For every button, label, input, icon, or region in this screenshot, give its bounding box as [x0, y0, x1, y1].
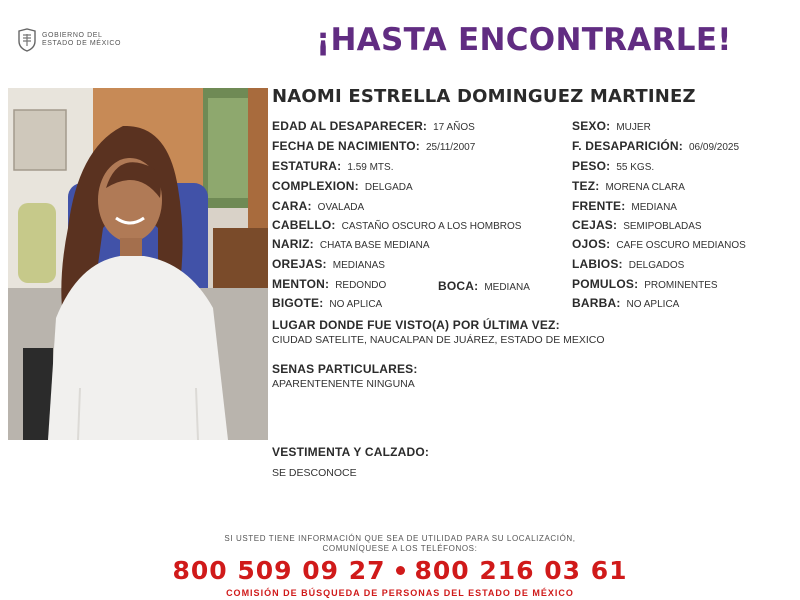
field-value: NO APLICA	[626, 299, 680, 310]
distinguishing-marks-section	[272, 362, 418, 391]
field-value: MORENA CLARA	[605, 182, 685, 193]
field-value: DELGADA	[364, 182, 413, 193]
field-estatura	[272, 158, 394, 176]
field-nariz	[272, 236, 430, 254]
clothing-label: VESTIMENTA Y CALZADO:	[272, 445, 430, 459]
field-boca	[438, 278, 530, 296]
field-labios	[572, 256, 684, 274]
field-pomulos	[572, 276, 718, 294]
field-ojos	[572, 236, 746, 254]
field-label: TEZ:	[572, 179, 600, 193]
field-cabello	[272, 217, 521, 235]
field-label: BOCA:	[438, 279, 479, 293]
clothing-section	[272, 445, 429, 480]
field-label: NARIZ:	[272, 237, 314, 251]
field-value: CAFE OSCURO MEDIANOS	[616, 240, 746, 251]
logo-line-1: GOBIERNO DEL	[42, 32, 103, 39]
missing-person-photo	[8, 88, 268, 440]
field-value: NO APLICA	[329, 299, 383, 310]
field-label: COMPLEXION:	[272, 179, 359, 193]
clothing-value: SE DESCONOCE	[272, 467, 357, 479]
field-value: CHATA BASE MEDIANA	[319, 240, 430, 251]
government-logo	[16, 28, 121, 52]
field-value: 55 KGS.	[616, 162, 655, 173]
field-value: 25/11/2007	[426, 142, 476, 153]
bullet-dot-icon	[396, 566, 405, 575]
poster-headline: ¡HASTA ENCONTRARLE!	[316, 22, 732, 58]
field-label: PESO:	[572, 159, 611, 173]
field-label: CARA:	[272, 199, 312, 213]
field-label: FRENTE:	[572, 199, 626, 213]
field-nacimiento	[272, 138, 475, 156]
field-cejas	[572, 217, 702, 235]
field-label: MENTON:	[272, 277, 330, 291]
field-value: CASTAÑO OSCURO A LOS HOMBROS	[341, 221, 522, 232]
phone-1: 800 509 09 27	[172, 556, 386, 585]
field-frente	[572, 198, 677, 216]
field-barba	[572, 295, 679, 313]
phone-numbers	[0, 556, 800, 585]
field-complexion	[272, 178, 413, 196]
info-line-2: COMUNÍQUESE A LOS TELÉFONOS:	[322, 544, 478, 553]
field-value: 06/09/2025	[688, 142, 740, 153]
field-label: OJOS:	[572, 237, 611, 251]
field-label: CABELLO:	[272, 218, 336, 232]
field-peso	[572, 158, 654, 176]
logo-line-2: ESTADO DE MÉXICO	[42, 40, 122, 47]
info-line-1: SI USTED TIENE INFORMACIÓN QUE SEA DE UTILIDAD PARA SU LOCALIZACIÓN,	[224, 534, 576, 543]
field-cara	[272, 198, 364, 216]
field-label: ESTATURA:	[272, 159, 342, 173]
field-orejas	[272, 256, 385, 274]
distinguishing-marks-value: APARENTENENTE NINGUNA	[272, 378, 415, 390]
field-label: EDAD AL DESAPARECER:	[272, 119, 428, 133]
field-sexo	[572, 118, 651, 136]
field-label: BARBA:	[572, 296, 621, 310]
field-value: OVALADA	[317, 202, 365, 213]
field-menton	[272, 276, 386, 294]
field-label: CEJAS:	[572, 218, 618, 232]
field-label: F. DESAPARICIÓN:	[572, 139, 683, 153]
commission-name: COMISIÓN DE BÚSQUEDA DE PERSONAS DEL ESTADO DE MÉXICO	[226, 588, 574, 598]
field-value: MEDIANAS	[332, 260, 385, 271]
field-label: LABIOS:	[572, 257, 623, 271]
field-value: MUJER	[616, 122, 651, 133]
field-label: SEXO:	[572, 119, 611, 133]
field-value: MEDIANA	[484, 282, 530, 293]
field-value: PROMINENTES	[644, 280, 718, 291]
field-value: 1.59 MTS.	[347, 162, 394, 173]
person-name: NAOMI ESTRELLA DOMINGUEZ MARTINEZ	[272, 86, 696, 107]
field-value: 17 AÑOS	[433, 122, 475, 133]
field-tez	[572, 178, 685, 196]
last-seen-section	[272, 318, 605, 347]
phone-2: 800 216 03 61	[414, 556, 628, 585]
coat-of-arms-icon	[16, 28, 38, 52]
field-label: BIGOTE:	[272, 296, 324, 310]
field-label: POMULOS:	[572, 277, 639, 291]
field-bigote	[272, 295, 382, 313]
field-value: REDONDO	[335, 280, 387, 291]
distinguishing-marks-label: SENAS PARTICULARES:	[272, 362, 418, 376]
field-value: MEDIANA	[631, 202, 677, 213]
last-seen-value: CIUDAD SATELITE, NAUCALPAN DE JUÁREZ, ESTADO DE MEXICO	[272, 334, 605, 346]
field-value: DELGADOS	[628, 260, 685, 271]
last-seen-label: LUGAR DONDE FUE VISTO(A) POR ÚLTIMA VEZ:	[272, 318, 560, 332]
field-label: OREJAS:	[272, 257, 327, 271]
field-value: SEMIPOBLADAS	[623, 221, 702, 232]
field-edad	[272, 118, 475, 136]
field-label: FECHA DE NACIMIENTO:	[272, 139, 420, 153]
field-desaparicion	[572, 138, 739, 156]
